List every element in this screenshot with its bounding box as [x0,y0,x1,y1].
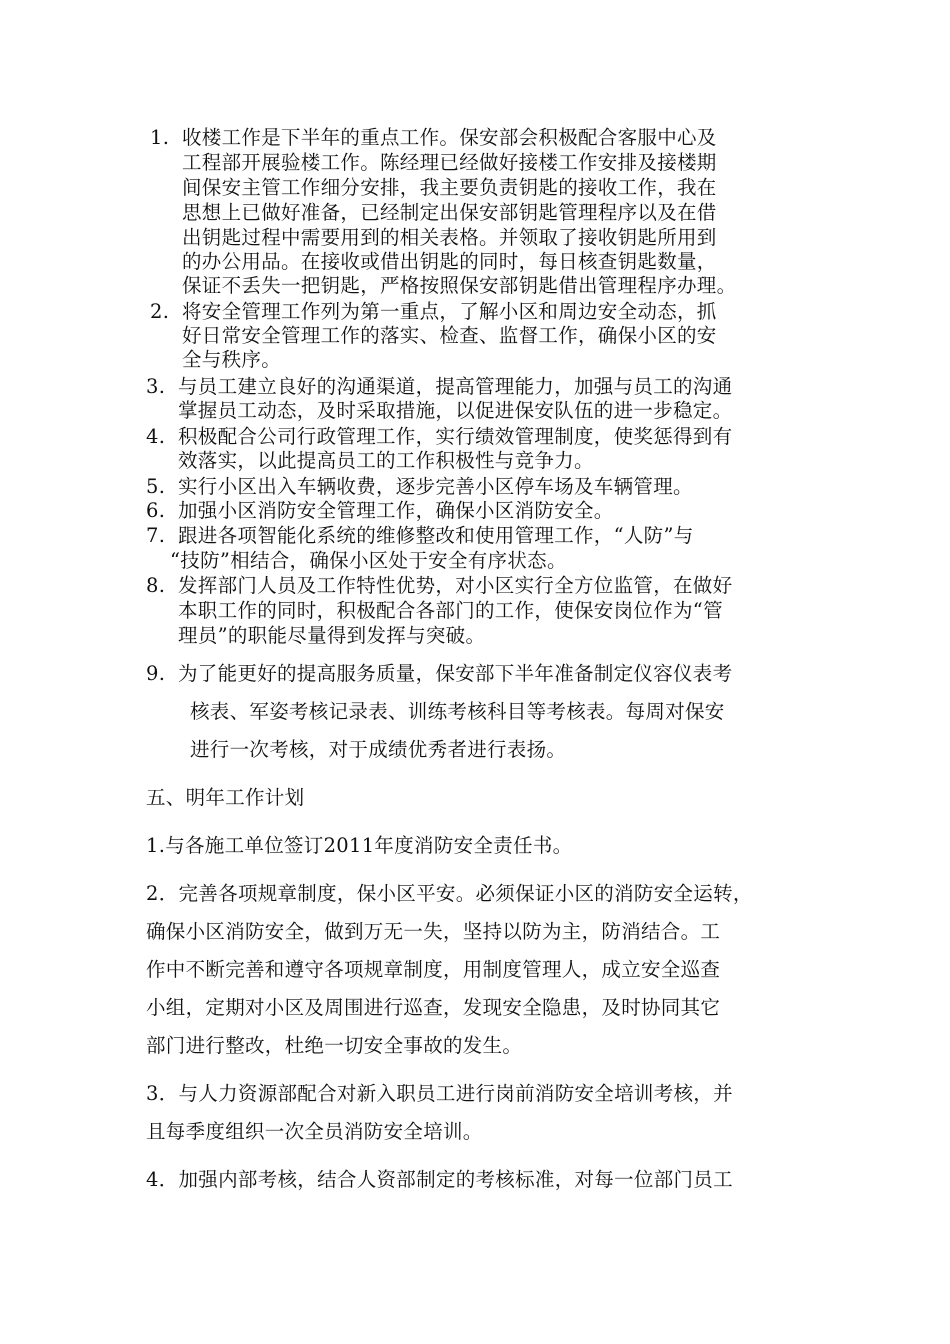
list-item-6-line-1: 加强小区消防安全管理工作，确保小区消防安全。 [178,499,614,522]
list-item-3-line-2: 掌握员工动态，及时采取措施，以促进保安队伍的进一步稳定。 [178,399,733,422]
list-item-5-number: 5. [146,475,166,498]
list-item-7-line-2: “技防”相结合，确保小区处于安全有序状态。 [170,549,567,572]
list-item-6-number: 6. [146,499,166,522]
list-item-1-line-4: 思想上已做好准备，已经制定出保安部钥匙管理程序以及在借 [182,201,717,224]
list-item-2-line-1: 将安全管理工作列为第一重点，了解小区和周边安全动态，抓 [182,300,717,323]
list-item-8-line-1: 发挥部门人员及工作特性优势，对小区实行全方位监管，在做好 [178,574,733,597]
list-item-4-line-2: 效落实，以此提高员工的工作积极性与竞争力。 [178,449,594,472]
section-heading: 五、明年工作计划 [146,786,305,809]
list-item-8-line-2: 本职工作的同时，积极配合各部门的工作，使保安岗位作为“管 [178,599,723,622]
list-item-9-line-1: 为了能更好的提高服务质量，保安部下半年准备制定仪容仪表考 [178,662,733,685]
list-item-8-line-3: 理员”的职能尽量得到发挥与突破。 [178,624,486,647]
list-item-1-line-2: 工程部开展验楼工作。陈经理已经做好接楼工作安排及接楼期 [182,151,717,174]
list-item-9-line-2: 核表、军姿考核记录表、训练考核科目等考核表。每周对保安 [190,700,725,723]
list-item-7-number: 7. [146,524,166,547]
plan-item-2-line-2: 确保小区消防安全，做到万无一失，坚持以防为主，防消结合。工 [146,920,721,943]
list-item-9-number: 9. [146,662,166,685]
list-item-1-line-7: 保证不丢失一把钥匙，严格按照保安部钥匙借出管理程序办理。 [182,274,737,297]
list-item-1-line-3: 间保安主管工作细分安排，我主要负责钥匙的接收工作，我在 [182,176,717,199]
list-item-1-line-6: 的办公用品。在接收或借出钥匙的同时，每日核查钥匙数量， [182,250,717,273]
list-item-9-line-3: 进行一次考核，对于成绩优秀者进行表扬。 [190,738,567,761]
list-item-1-number: 1. [150,126,170,149]
list-item-2-number: 2. [150,300,170,323]
plan-item-2-line-5: 部门进行整改，杜绝一切安全事故的发生。 [146,1034,523,1057]
plan-item-4-line-1: 4．加强内部考核，结合人资部制定的考核标准，对每一位部门员工 [146,1168,733,1191]
list-item-2-line-3: 全与秩序。 [182,348,282,371]
plan-item-3-line-1: 3．与人力资源部配合对新入职员工进行岗前消防安全培训考核，并 [146,1082,733,1105]
list-item-7-line-1: 跟进各项智能化系统的维修整改和使用管理工作，“人防”与 [178,524,694,547]
list-item-1-line-1: 收楼工作是下半年的重点工作。保安部会积极配合客服中心及 [182,126,717,149]
list-item-4-line-1: 积极配合公司行政管理工作，实行绩效管理制度，使奖惩得到有 [178,425,733,448]
plan-item-2-line-3: 作中不断完善和遵守各项规章制度，用制度管理人，成立安全巡查 [146,958,721,981]
list-item-2-line-2: 好日常安全管理工作的落实、检查、监督工作，确保小区的安 [182,324,717,347]
plan-item-2-line-4: 小组，定期对小区及周围进行巡查，发现安全隐患，及时协同其它 [146,996,721,1019]
plan-item-2-line-1: 2．完善各项规章制度，保小区平安。必须保证小区的消防安全运转， [146,882,753,905]
plan-item-1-line-1: 1.与各施工单位签订2011年度消防安全责任书。 [146,834,573,857]
list-item-8-number: 8. [146,574,166,597]
list-item-3-line-1: 与员工建立良好的沟通渠道，提高管理能力，加强与员工的沟通 [178,375,733,398]
list-item-5-line-1: 实行小区出入车辆收费，逐步完善小区停车场及车辆管理。 [178,475,693,498]
plan-item-3-line-2: 且每季度组织一次全员消防安全培训。 [146,1120,483,1143]
list-item-1-line-5: 出钥匙过程中需要用到的相关表格。并领取了接收钥匙所用到 [182,226,717,249]
list-item-4-number: 4. [146,425,166,448]
list-item-3-number: 3. [146,375,166,398]
